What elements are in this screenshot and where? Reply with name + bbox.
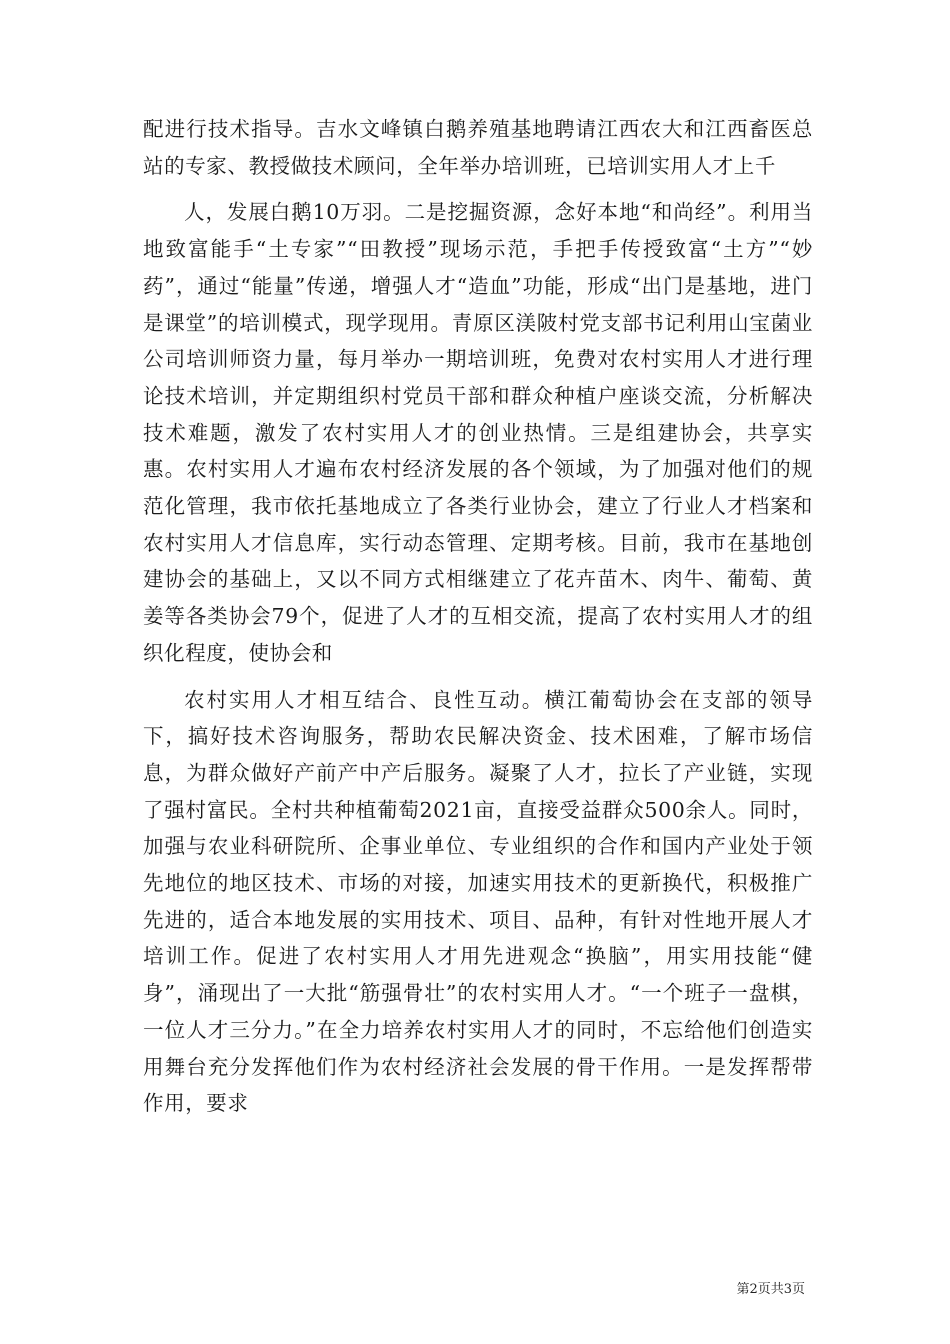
paragraph-2: 人，发展白鹅10万羽。二是挖掘资源，念好本地“和尚经”。利用当地致富能手“土专家”“田教授”现场示范，手把手传授致富“土方”“妙药”，通过“能量”传递，增强人才“造血”功能，形成“出门是基地，进门是课堂”的培训模式，现学现用。青原区渼陂村党支部书记利用山宝菌业公司培训师资力量，每月举办一期培训班，免费对农村实用人才进行理论技术培训，并定期组织村党员干部和群众种植户座谈交流，分析解决技术难题，激发了农村实用人才的创业热情。三是组建协会，共享实惠。农村实用人才遍布农村经济发展的各个领域，为了加强对他们的规范化管理，我市依托基地成立了各类行业协会，建立了行业人才档案和农村实用人才信息库，实行动态管理、定期考核。目前，我市在基地创建协会的基础上，又以不同方式相继建立了花卉苗木、肉牛、葡萄、黄姜等各类协会79个，促进了人才的互相交流，提高了农村实用人才的组织化程度，使协会和 xyxy=(143,200,813,665)
paragraph-3: 农村实用人才相互结合、良性互动。横江葡萄协会在支部的领导下，搞好技术咨询服务，帮助农民解决资金、技术困难，了解市场信息，为群众做好产前产中产后服务。凝聚了人才，拉长了产业链，实现了强村富民。全村共种植葡萄2021亩，直接受益群众500余人。同时，加强与农业科研院所、企事业单位、专业组织的合作和国内产业处于领先地位的地区技术、市场的对接，加速实用技术的更新换代，积极推广先进的，适合本地发展的实用技术、项目、品种，有针对性地开展人才培训工作。促进了农村实用人才用先进观念“换脑”，用实用技能“健身”，涌现出了一大批“筋强骨壮”的农村实用人才。“一个班子一盘棋，一位人才三分力。”在全力培养农村实用人才的同时，不忘给他们创造实用舞台充分发挥他们作为农村经济社会发展的骨干作用。一是发挥帮带作用，要求 xyxy=(143,687,813,1116)
page-number: 第2页共3页 xyxy=(736,1282,805,1297)
paragraph-1: 配进行技术指导。吉水文峰镇白鹅养殖基地聘请江西农大和江西畜医总站的专家、教授做技术顾问，全年举办培训班，已培训实用人才上千 xyxy=(143,117,813,178)
document-body xyxy=(143,111,813,1122)
